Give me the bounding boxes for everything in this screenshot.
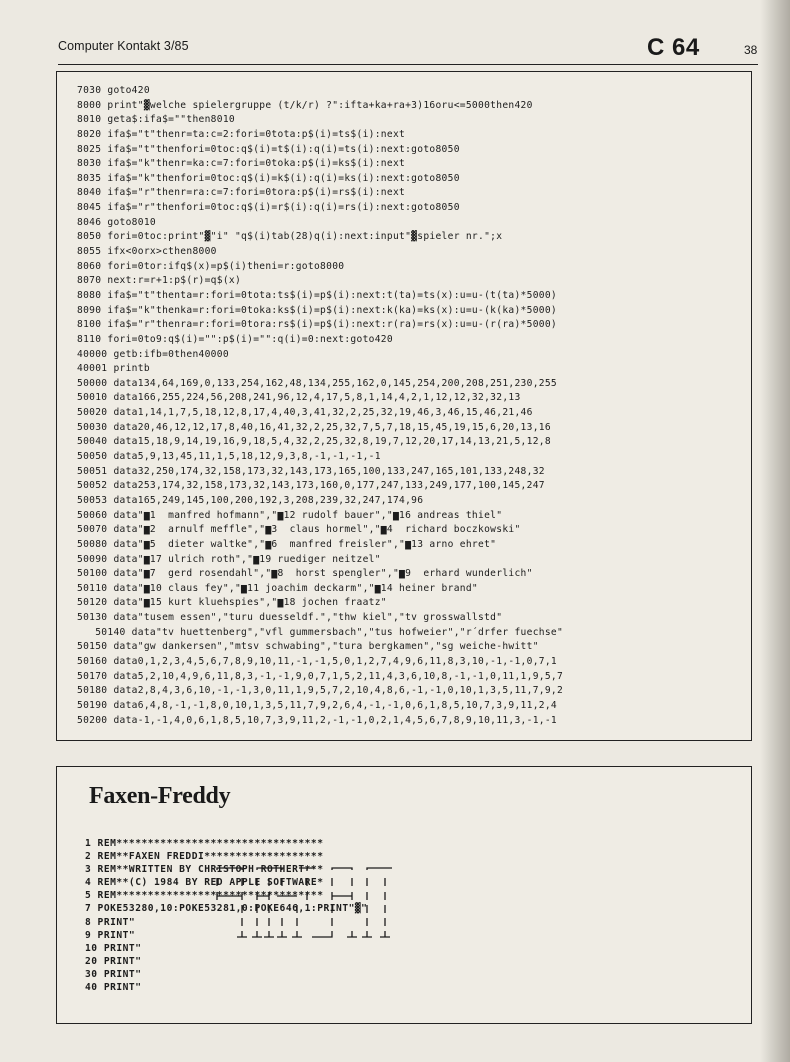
code-line: 50160 data0,1,2,3,4,5,6,7,8,9,10,11,-1,-1,5,0,1,2,7,4,9,6,11,8,3,10,-1,-1,0,7,1	[77, 655, 557, 667]
code-line: 8040 ifa$="r"thenr=ra:c=7:fori=0tora:p$(i)=rs$(i):next	[77, 187, 406, 199]
code-line: 50180 data2,8,4,3,6,10,-1,-1,3,0,11,1,9,5,7,2,10,4,8,6,-1,-1,0,10,1,3,5,11,7,9,2	[77, 685, 564, 697]
code-line: 50000 data134,64,169,0,133,254,162,48,134,255,162,0,145,254,200,208,251,230,255	[77, 377, 557, 389]
code-line: 8010 geta$:ifa$=""then8010	[77, 114, 235, 126]
magazine-title: Computer Kontakt 3/85	[58, 39, 189, 53]
code-line: 8025 ifa$="t"thenfori=0toc:q$(i)=t$(i):q(i)=ts(i):next:goto8050	[77, 143, 460, 155]
code-line: 9 PRINT"	[85, 929, 136, 941]
code-line: 8046 goto8010	[77, 216, 156, 228]
program-title: Faxen-Freddy	[89, 783, 231, 809]
code-line: 50130 data"tusem essen","turu duesseldf.","thw kiel","tv grosswallstd"	[77, 612, 503, 624]
code-line: 8070 next:r=r+1:p$(r)=q$(x)	[77, 275, 242, 287]
code-line: 7030 goto420	[77, 85, 150, 96]
basic-listing	[77, 84, 563, 728]
code-line: 50200 data-1,-1,4,0,6,1,8,5,10,7,3,9,11,2,-1,-1,0,2,1,4,5,6,7,8,9,10,11,3,-1,-1	[77, 714, 557, 726]
code-line: 8100 ifa$="r"thenra=r:fori=0tora:rs$(i)=p$(i):next:r(ra)=rs(x):u=u-(r(ra)*5000)	[77, 319, 557, 331]
code-line: 50190 data6,4,8,-1,-1,8,0,10,1,3,5,11,7,9,2,6,4,-1,-1,0,6,1,8,5,10,7,3,9,11,2,4	[77, 699, 557, 711]
code-line: 8050 fori=0toc:print"▓"i" "q$(i)tab(28)q(i):next:input"▓spieler nr.";x	[77, 231, 503, 243]
code-line: 8 PRINT"	[85, 916, 136, 928]
faxen-freddy-box	[56, 766, 752, 1024]
code-line: 50080 data"▆5 dieter waltke","▆6 manfred freisler","▆13 arno ehret"	[77, 538, 497, 550]
code-line: 50050 data5,9,13,45,11,1,5,18,12,9,3,8,-1,-1,-1,-1	[77, 451, 381, 463]
code-line: 50060 data"▆1 manfred hofmann","▆12 rudolf bauer","▆16 andreas thiel"	[77, 509, 503, 521]
section-title: C 64	[647, 34, 700, 61]
code-line: 40 PRINT"	[85, 982, 142, 994]
code-line: 50100 data"▆7 gerd rosendahl","▆8 horst spengler","▆9 erhard wunderlich"	[77, 568, 533, 580]
code-line: 50052 data253,174,32,158,173,32,143,173,160,0,177,247,133,249,177,100,145,247	[77, 480, 545, 492]
code-line: 5 REM*********************************	[85, 890, 324, 902]
code-line: 4 REM**(C) 1984 BY RED APPLE SOFTWARE*	[85, 877, 324, 889]
code-line: 50020 data1,14,1,7,5,18,12,8,17,4,40,3,41,32,2,25,32,19,46,3,46,15,46,21,46	[77, 407, 533, 419]
page-header	[58, 30, 758, 65]
code-line: 50051 data32,250,174,32,158,173,32,143,173,165,100,133,247,165,101,133,248,32	[77, 465, 545, 477]
code-line: 50090 data"▆17 ulrich roth","▆19 ruediger neitzel"	[77, 553, 381, 565]
code-line: 8060 fori=0tor:ifq$(x)=p$(i)theni=r:goto8000	[77, 260, 345, 272]
code-line: 40000 getb:ifb=0then40000	[77, 348, 229, 360]
code-line: 10 PRINT"	[85, 942, 142, 954]
page-edge-shadow	[760, 0, 790, 1062]
code-line: 20 PRINT"	[85, 955, 142, 967]
code-line: 50040 data15,18,9,14,19,16,9,18,5,4,32,2,25,32,8,19,7,12,20,17,14,13,21,5,12,8	[77, 436, 551, 448]
code-line: 8035 ifa$="k"thenfori=0toc:q$(i)=k$(i):q(i)=ks(i):next:goto8050	[77, 172, 460, 184]
code-line: 40001 printb	[77, 363, 150, 375]
code-line: 50070 data"▆2 arnulf meffle","▆3 claus hormel","▆4 richard boczkowski"	[77, 524, 521, 536]
page-number: 38	[744, 43, 758, 57]
code-line: 8110 fori=0to9:q$(i)="":p$(i)="":q(i)=0:next:goto420	[77, 333, 393, 345]
code-line: 8020 ifa$="t"thenr=ta:c=2:fori=0tota:p$(i)=ts$(i):next	[77, 128, 406, 140]
basic-listing-box	[56, 71, 752, 741]
code-line: 8090 ifa$="k"thenka=r:fori=0toka:ks$(i)=p$(i):next:k(ka)=ks(x):u=u-(k(ka)*5000)	[77, 304, 557, 316]
code-line: 50053 data165,249,145,100,200,192,3,208,239,32,247,174,96	[77, 494, 424, 506]
code-line: 50120 data"▆15 kurt kluehspies","▆18 jochen fraatz"	[77, 597, 387, 609]
code-line: 50010 data166,255,224,56,208,241,96,12,4,17,5,8,1,14,4,2,1,12,12,32,32,13	[77, 392, 521, 404]
code-line: 30 PRINT"	[85, 968, 142, 980]
code-line: 50150 data"gw dankersen","mtsv schwabing","tura bergkamen","sg weiche-hwitt"	[77, 641, 539, 653]
code-line: 2 REM**FAXEN FREDDI*******************	[85, 851, 324, 863]
code-line: 50170 data5,2,10,4,9,6,11,8,3,-1,-1,9,0,7,1,5,2,11,4,3,6,10,8,-1,-1,0,11,1,9,5,7	[77, 670, 564, 682]
code-line: 7 POKE53280,10:POKE53281,0:POKE646,1:PRINT"▓"	[85, 903, 368, 915]
code-line: 1 REM*********************************	[85, 838, 324, 849]
code-line: 50110 data"▆10 claus fey","▆11 joachim deckarm","▆14 heiner brand"	[77, 582, 479, 594]
code-line: 50030 data20,46,12,12,17,8,40,16,41,32,2,25,32,7,5,7,18,15,45,19,15,6,20,13,16	[77, 421, 551, 433]
code-line: 8055 ifx<0orx>cthen8000	[77, 246, 217, 258]
petscii-logo-art	[207, 865, 437, 965]
code-line: 50140 data"tv huettenberg","vfl gummersbach","tus hofweier","r´drfer fuechse"	[77, 626, 564, 638]
code-line: 8030 ifa$="k"thenr=ka:c=7:fori=0toka:p$(i)=ks$(i):next	[77, 158, 406, 170]
code-line: 8000 print"▓welche spielergruppe (t/k/r) ?":ifta+ka+ra+3)16oru<=5000then420	[77, 99, 533, 111]
code-line: 8080 ifa$="t"thenta=r:fori=0tota:ts$(i)=p$(i):next:t(ta)=ts(x):u=u-(t(ta)*5000)	[77, 289, 557, 301]
code-line: 3 REM**WRITTEN BY CHRISTOPH ROTHERT***	[85, 864, 324, 876]
code-line: 8045 ifa$="r"thenfori=0toc:q$(i)=r$(i):q(i)=rs(i):next:goto8050	[77, 202, 460, 214]
